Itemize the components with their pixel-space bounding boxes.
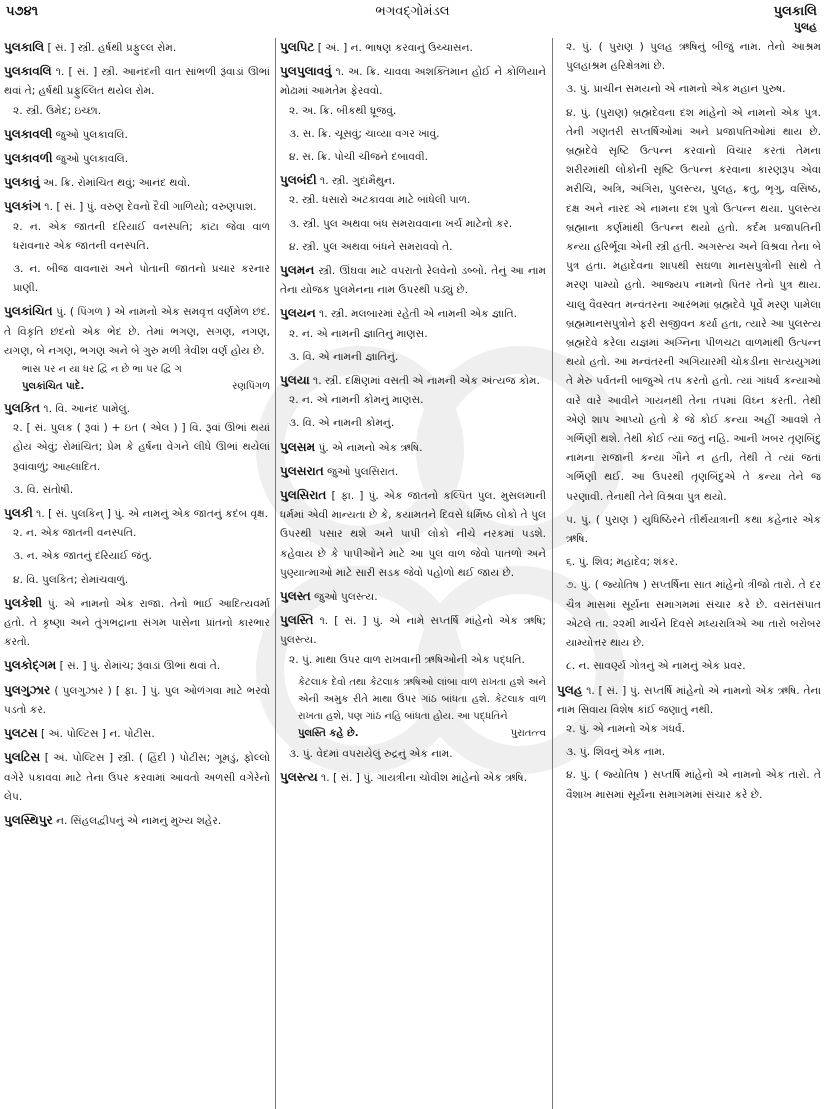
dictionary-entry bbox=[4, 197, 270, 298]
headword: પુલયન bbox=[280, 306, 316, 321]
dictionary-entry bbox=[4, 681, 270, 720]
page-header bbox=[0, 0, 825, 34]
definition: ૧. સ્ત્રી. દક્ષિણમાં વસતી એ નામની એક અંત્યજ કોમ. bbox=[313, 375, 540, 388]
dictionary-entry bbox=[280, 486, 546, 583]
entry-main bbox=[4, 399, 270, 419]
entry-main bbox=[4, 724, 270, 744]
citation-quote bbox=[298, 674, 546, 742]
headword: પુલસિરાત bbox=[280, 488, 327, 503]
dictionary-entry bbox=[4, 656, 270, 676]
headword: પુલયા bbox=[280, 373, 310, 388]
guide-word-last: પુલહ bbox=[793, 20, 817, 33]
sense: ૪. સ. ક્રિ. પોચી ચીજને દબાવવી. bbox=[289, 151, 429, 164]
dictionary-entry bbox=[280, 171, 546, 257]
sense: ૨. [ સં. પુલક ( રૂવાં ) + ઇત ( એલ ) ] વિ. રૂવાં ઊભાં થયાં હોય એવું; રોમાંચિત; પ્રેમ કે હર્ષના વેગને લીધે ઊભાં થયેલાં રૂવાંવાળું; આહ્લાદિત. bbox=[13, 422, 270, 473]
entry-main bbox=[4, 656, 270, 676]
dictionary-columns bbox=[0, 38, 825, 1109]
entry-main bbox=[280, 62, 546, 101]
definition: ન. સિંહલદ્વીપનું એ નામનું મુખ્ય શહેર. bbox=[56, 814, 222, 827]
sense: ૨. ન. એક જાતની દરિયાઈ વનસ્પતિ; કાંટા જેવા વાળ ધરાવનાર એક જાતની વનસ્પતિ. bbox=[13, 220, 270, 252]
sense: ૩. સ. ક્રિ. ચૂસવું; ચાવ્યા વગર ખાવું. bbox=[289, 127, 440, 140]
definition: [ સં. ] પું. રોમાંચ; રૂંવાડાં ઊભાં થવાં તે. bbox=[59, 660, 221, 673]
definition: જુઓ પુલસ્ત્ય. bbox=[314, 591, 378, 604]
sense: ૪. પું. ( જ્યોતિષ ) સપ્તર્ષિ માંહેનો એ નામનો એક તારો. તે વૈશાખ માસમાં સૂર્યના સમાગમમાં સંચાર કરે છે. bbox=[566, 769, 821, 801]
headword: પુલટિસ bbox=[4, 750, 41, 765]
dictionary-entry bbox=[280, 38, 546, 58]
sense: ૫. પું. ( પુરાણ ) યુધિષ્ઠિરને તીર્થયાત્રાની કથા કહેનાર એક ઋષિ. bbox=[566, 513, 821, 546]
quote-text: ભાસ પર ન યા ધર દ્વિ ન છે ભા પર દ્વિ ગ bbox=[22, 364, 182, 376]
quote-lead: પુલકાંચિત પાદે. bbox=[22, 381, 85, 393]
headword: પુલગુઝાર bbox=[4, 682, 51, 697]
definition: ( પુલગુઝાર ) [ ફા. ] પું. પુલ ઓળંગવા માટે ભરવો પડતો કર. bbox=[4, 684, 270, 716]
definition: ૧. વિ. આનંદ પામેલું. bbox=[43, 403, 131, 416]
definition: [ અં. ] ન. ભાષણ કરવાનું ઉચ્ચાસન. bbox=[317, 42, 473, 54]
dictionary-entry bbox=[4, 748, 270, 807]
headword: પુલકાંગ bbox=[4, 199, 42, 214]
definition: [ ફા. ] પું. એક જાતનો કલ્પિત પુલ. મુસલમાની ધર્મમાં એવી માન્યતા છે કે, કયામતને દિવસે ધર્મિષ્ઠ લોકો તે પુલ ઉપરથી પસાર થશે અને પાપી લોકો નીચે નરકમાં પડશે. કહેવાય છે કે પાપીઓને માટે આ પુલ વાળ જેવો પાતળો અને પુણ્યાત્માઓ માટે સારી સડક જેવો પહોળો થઈ જાય છે. bbox=[280, 490, 546, 579]
definition: પું. એ નામનો એક ઋષિ. bbox=[318, 441, 423, 454]
sense: ૩. પું. વેદમાં વપરાયેલું રુદ્રનું એક નામ. bbox=[289, 747, 453, 760]
citation-quote bbox=[22, 361, 270, 395]
column-left bbox=[4, 38, 270, 1109]
dictionary-entry bbox=[4, 811, 270, 831]
headword: પુલકાંચિત bbox=[4, 304, 53, 319]
definition: પું. એ નામનો એક રાજા. તેનો ભાઈ આદિત્યવર્મા હતો. તે કૃષ્ણા અને તુંગભદ્રાના સંગમ પાસેના પ્રાંતનો કારભાર કરતો. bbox=[4, 597, 270, 649]
entry-main bbox=[4, 302, 270, 361]
quote-lead: પુલસ્તિ કહે છે. bbox=[298, 727, 359, 739]
headword: પુલકાવું bbox=[4, 175, 40, 190]
sense: ૨. સ્ત્રી. ઉમેદ; ઇચ્છા. bbox=[13, 104, 102, 117]
headword: પુલહ bbox=[557, 682, 583, 697]
quote-source: પુરાતત્ત્વ bbox=[510, 727, 546, 739]
dictionary-entry bbox=[280, 438, 546, 458]
headword: પુલસ્તિ bbox=[280, 613, 314, 628]
headword: પુલકી bbox=[4, 506, 33, 521]
dictionary-entry bbox=[280, 371, 546, 434]
sense: ૩. ન. બીજ વાવનારાં અને પોતાની જાતનો પ્રચાર કરનાર પ્રાણી. bbox=[13, 263, 270, 295]
headword: પુલકિત bbox=[4, 401, 41, 416]
sense: ૬. પું. શિવ; મહાદેવ; શંકર. bbox=[566, 556, 678, 569]
dictionary-entry bbox=[4, 594, 270, 653]
dictionary-entry bbox=[4, 724, 270, 744]
headword: પુલબંદી bbox=[280, 173, 317, 188]
dictionary-entry bbox=[4, 504, 270, 590]
headword: પુલકેશી bbox=[4, 595, 43, 610]
definition: સ્ત્રી. ઊંઘવા માટે વપરાતો રેલવેનો ડબ્બો. તેનું આ નામ તેના યોજક પુલમેનના નામ ઉપરથી પડ્યું છે. bbox=[280, 265, 546, 297]
guide-word-first: પુલકાલિ bbox=[773, 4, 817, 19]
headword: પુલમન bbox=[280, 263, 315, 278]
dictionary-entry bbox=[4, 399, 270, 500]
definition: ૧. સ્ત્રી. ગુદામૈથુન. bbox=[320, 175, 396, 188]
dictionary-entry bbox=[280, 587, 546, 607]
entry-main bbox=[4, 38, 270, 58]
definition: ૧. [ સં. ] સ્ત્રી. આનંદની વાત સાંભળી રૂંવાડાં ઊભાં થવાં તે; હર્ષથી પ્રફુલ્લિત થયેલ રોમ. bbox=[4, 66, 270, 98]
entry-main bbox=[4, 504, 270, 524]
headword: પુલસ્ત્ય bbox=[280, 770, 318, 785]
entry-main bbox=[280, 261, 546, 300]
column-divider bbox=[552, 38, 553, 1109]
sense: ૨. ન. એ નામની જ્ઞાતિનું માણસ. bbox=[289, 327, 428, 340]
dictionary-entry bbox=[280, 261, 546, 300]
sense: ૨. સ્ત્રી. ધસારો અટકાવવા માટે બાંધેલી પાળ. bbox=[289, 194, 471, 207]
sense: ૩. ન. એક જાતનું દરિયાઈ જંતુ. bbox=[13, 550, 152, 563]
column-divider bbox=[275, 38, 276, 1109]
sense: ૮. ન. સાવર્ણ્ય ગોત્રનું એ નામનું એક પ્રવર. bbox=[566, 660, 746, 673]
entry-main bbox=[280, 304, 546, 324]
entry-main bbox=[4, 149, 270, 169]
definition: [ અં. પોલ્ટિસ ] સ્ત્રી. ( હિંદી ) પોટીસ; ગૂમડું, ફોલ્લો વગેરે પકાવવા માટે તેના ઉપર કરવામાં આવતો અળસી વગેરેનો લેપ. bbox=[4, 752, 270, 803]
entry-main bbox=[557, 681, 821, 720]
definition: ૧. સ્ત્રી. મલબારમાં રહેતી એ નામની એક જ્ઞાતિ. bbox=[319, 308, 517, 321]
entry-main bbox=[280, 371, 546, 391]
headword: પુલકાવળી bbox=[4, 151, 53, 166]
sense: ૨. અ. ક્રિ. બીકથી ધ્રૂજવું. bbox=[289, 104, 397, 117]
dictionary-entry bbox=[4, 38, 270, 58]
sense: ૨. ન. એક જાતની વનસ્પતિ. bbox=[13, 527, 137, 540]
headword: પુલકાવલિ bbox=[4, 64, 52, 79]
dictionary-entry bbox=[4, 173, 270, 193]
definition: [ અં. પોલ્ટિસ ] ન. પોટીસ. bbox=[40, 728, 155, 741]
entry-main bbox=[280, 768, 546, 788]
definition: ૧. [ સં. ] પું. એ નામે સપ્તર્ષિ માંહેનો એક ઋષિ; પુલસ્ત્ય. bbox=[280, 615, 546, 647]
headword: પુલસમ bbox=[280, 439, 316, 454]
entry-main bbox=[4, 811, 270, 831]
headword: પુલપુલાવવું bbox=[280, 64, 332, 79]
sense: ૨. પું. એ નામનો એક ગંધર્વ. bbox=[566, 722, 686, 735]
definition: અ. ક્રિ. રોમાંચિત થવું; આનંદ થવો. bbox=[43, 177, 191, 190]
sense: ૪. સ્ત્રી. પુલ અથવા બંધને સમરાવવો તે. bbox=[289, 240, 453, 253]
sense: ૨. પું. ( પુરાણ ) પુલહ ઋષિનું બીજું નામ. તેનો આશ્રમ પુલહાશ્રમ હરિક્ષેત્રમાં છે. bbox=[566, 41, 821, 73]
definition: જુઓ પુલકાવલિ. bbox=[55, 128, 128, 141]
entry-main bbox=[4, 62, 270, 101]
dictionary-entry bbox=[280, 304, 546, 367]
definition: ૧. અ. ક્રિ. ચાવવા અશક્તિમાન હોઈ ને કોળિયાને મોઢામાં આમતેમ ફેરવવો. bbox=[280, 66, 546, 98]
headword: પુલસ્થિપુર bbox=[4, 812, 53, 827]
sense: ૩. પું. પ્રાચીન સમયનો એ નામનો એક મહાન પુરુષ. bbox=[566, 83, 786, 96]
headword: પુલકોદ્ગમ bbox=[4, 658, 57, 673]
sense: ૨. ન. એ નામની કોમનું માણસ. bbox=[289, 394, 424, 407]
dictionary-entry bbox=[4, 149, 270, 169]
entry-main bbox=[4, 748, 270, 807]
quote-text: કેટલાક દેવો તથા કેટલાક ઋષિઓ લાંબા વાળ રાખતા હશે અને એની અમુક રીતે માથા ઉપર ગાંઠ બાંધતા હશે. કેટલાક વાળ રાખતા હશે, પણ ગાંઠ નહિ બાંધતા હોય. આ પદ્ધતિને bbox=[298, 676, 546, 722]
definition: જુઓ પુલસિરાત. bbox=[327, 465, 399, 478]
headword: પુલટસ bbox=[4, 726, 38, 741]
definition: ૧. [ સં. પુલકિન્ ] પું. એ નામનું એક જાતનું કદંબ વૃક્ષ. bbox=[36, 508, 269, 521]
entry-main bbox=[4, 594, 270, 653]
entry-main bbox=[4, 125, 270, 145]
definition: ૧. [ સં. ] પું. વરુણ દેવનો દૈવી ગાળિયો; વરુણપાશ. bbox=[44, 201, 257, 214]
entry-main bbox=[280, 171, 546, 191]
dictionary-entry bbox=[557, 38, 821, 677]
column-middle bbox=[280, 38, 546, 1109]
sense: ૪. પું. (પુરાણ) બ્રહ્મદેવના દશ માંહેનો એ નામનો એક પુત્ર. તેની ગણતરી સપ્તર્ષિઓમાં અને પ્રજાપતિઓમાં થાય છે. બ્રહ્મદેવે સૃષ્ટિ ઉત્પન્ન કરવાનો વિચાર કરતાં તેમના શરીરમાંથી લોકોની સૃષ્ટિ ઉત્પન્ન કરવાના કારણરૂપ એવા મરીચિ, અત્રિ, અંગિરા, પુલસ્ત્ય, પુલહ, ક્રતુ, ભૃગુ, વસિષ્ઠ, દક્ષ અને નારદ એ નામના દશ પુત્રો ઉત્પન્ન થયા. પુલસ્ત્ય બ્રહ્માના કર્ણમાંથી ઉત્પન્ન થયો હતો. કર્દમ પ્રજાપતિની કન્યા હરિર્ભૂવા એની સ્ત્રી હતી. અગસ્ત્ય અને વિશ્રવા તેના બે પુત્ર હતા. મહાદેવના શાપથી સઘળા માનસપુત્રોની સાથે તે મરણ પામ્યો હતો. આજ્યપ નામનો પિતર તેનો પુત્ર થાય. ચાલુ વૈવસ્વત મન્વંતરના આરંભમાં બ્રહ્મદેવે પૂર્વે મરણ પામેલા બ્રહ્મમાનસપુત્રોને ફરી સજીવન કર્યા હતા, ત્યારે આ પુલસ્ત્ય બ્રહ્મદેવે કરેલા યજ્ઞમાં અગ્નિના પીળચટા વાળમાંથી ઉત્પન્ન થયો હતો. આ મન્વંતરની અગિયારમી ચોકડીના સત્યયુગમાં તે મેરુ પર્વતની બાજુએ તપ કરતો હતો. ત્યાં ગાંધર્વ કન્યાઓ વારે વારે આવીને ગાયનથી તેના તપમાં વિઘ્ન કરતી. તેથી એણે શાપ આપ્યો હતો કે જે કોઈ કન્યા અહીં આવશે તે ગર્ભિણી થશે. તેથી કોઈ ત્યાં જતું નહિ. આની ખબર તૃણબિંદુ નામના રાજાની કન્યા ગૌને ન હતી, તેથી તે ત્યાં જતાં ગર્ભિણી થઈ. આ ઉપરથી તૃણબિંદુએ તે કન્યા તેને જ પરણાવી. તેનાથી તેને વિશ્રવા પુત્ર થયો. bbox=[566, 106, 821, 503]
dictionary-entry bbox=[557, 681, 821, 805]
quote-source: રણપિંગળ bbox=[232, 381, 270, 393]
page-number: ૫૭૪૧ bbox=[6, 4, 39, 19]
sense: ૩. વિ. એ નામની કોમનું. bbox=[289, 417, 395, 430]
sense: ૭. પું. ( જ્યોતિષ ) સપ્તર્ષિના સાત માંહેનો ત્રીજો તારો. તે દર ચૈત્ર માસમાં સૂર્યના સમાગમમાં સંચાર કરે છે. વસંતસંપાત એટલે તા. ૨૨મી માર્ચને દિવસે મધ્યરાત્રિએ આ તારો બરોબર યામ્યોત્તર થાય છે. bbox=[566, 579, 821, 650]
sense: ૩. સ્ત્રી. પુલ અથવા બંધ સમરાવવાના ખર્ચ માટેનો કર. bbox=[289, 217, 513, 230]
headword: પુલપિટ bbox=[280, 40, 315, 54]
sense: ૩. વિ. સંતોષી. bbox=[13, 483, 74, 496]
sense: ૩. પું. શિવનું એક નામ. bbox=[566, 746, 666, 759]
column-right bbox=[557, 38, 821, 1109]
entry-main bbox=[280, 587, 546, 607]
dictionary-entry bbox=[280, 62, 546, 167]
definition: જુઓ પુલકાવલિ. bbox=[55, 153, 129, 166]
headword: પુલકાલિ bbox=[4, 40, 45, 54]
dictionary-entry bbox=[4, 62, 270, 121]
dictionary-entry bbox=[280, 768, 546, 788]
entry-main bbox=[280, 486, 546, 583]
entry-main bbox=[280, 38, 546, 58]
headword: પુલસ્ત bbox=[280, 589, 311, 604]
entry-main bbox=[4, 197, 270, 217]
sense: ૩. વિ. એ નામની જ્ઞાતિનું. bbox=[289, 350, 399, 363]
definition: પું. ( પિંગળ ) એ નામનો એક સમવૃત્ત વર્ણમેળ છંદ. તે વિકૃતિ છંદનો એક ભેદ છે. તેમાં ભગણ, સગણ, નગણ, યગણ, બે નગણ, ભગણ અને બે ગુરુ મળી ત્રેવીશ વર્ણ હોય છે. bbox=[4, 306, 270, 357]
headword: પુલકાવલી bbox=[4, 126, 53, 141]
dictionary-entry bbox=[4, 125, 270, 145]
dictionary-entry bbox=[4, 302, 270, 395]
dictionary-entry bbox=[280, 462, 546, 482]
dictionary-entry bbox=[280, 611, 546, 764]
definition: ૧. [ સં. ] પું. ગાયત્રીના ચોવીશ માંહેનો એક ઋષિ. bbox=[321, 772, 528, 785]
entry-main bbox=[280, 438, 546, 458]
definition: [ સં. ] સ્ત્રી. હર્ષથી પ્રફુલ્લ રોમ. bbox=[47, 42, 177, 54]
sense: ૨. પું. માથા ઉપર વાળ રાખવાની ઋષિઓની એક પદ્ધતિ. bbox=[289, 653, 525, 666]
entry-main bbox=[280, 611, 546, 650]
sense: ૪. વિ. પુલકિત; રોમાંચવાળું. bbox=[13, 573, 129, 586]
definition: ૧. [ સં. ] પું. સપ્તર્ષિ માંહેનો એ નામનો એક ઋષિ. તેના નામ સિવાય વિશેષ કાંઈ જણાતું નથી. bbox=[557, 684, 821, 716]
book-title: ભગવદ્ગોમંડલ bbox=[375, 4, 450, 19]
entry-main bbox=[4, 173, 270, 193]
headword: પુલસરાત bbox=[280, 463, 324, 478]
entry-main bbox=[4, 681, 270, 720]
entry-main bbox=[280, 462, 546, 482]
